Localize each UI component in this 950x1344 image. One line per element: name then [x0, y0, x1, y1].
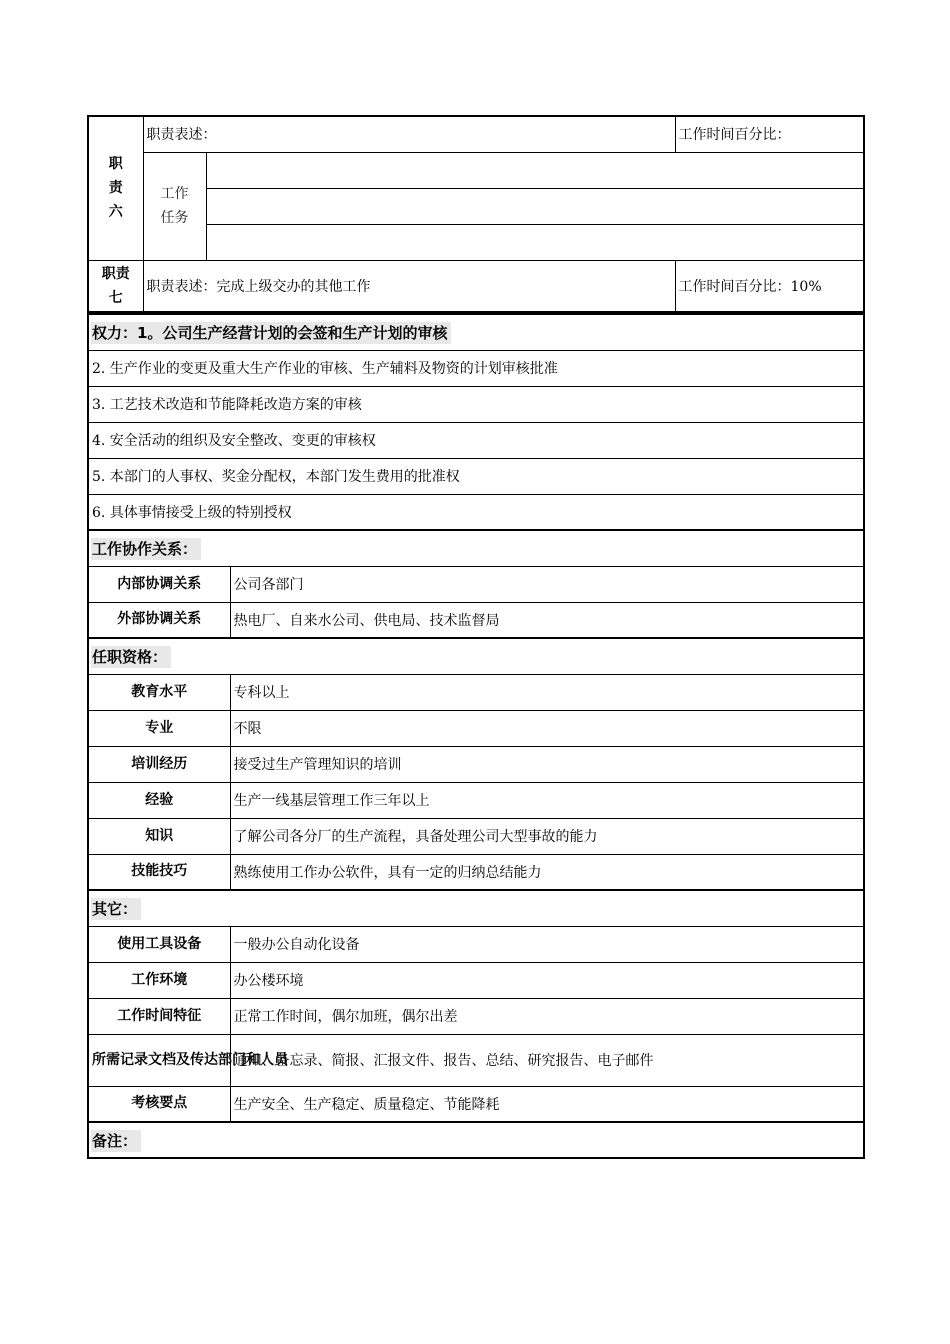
other-value: 一般办公自动化设备 — [230, 926, 864, 962]
duty6-heading: 职 责 六 — [88, 116, 143, 260]
duty6-task-row-2 — [206, 188, 864, 224]
other-label: 使用工具设备 — [88, 926, 230, 962]
qualification-value: 生产一线基层管理工作三年以上 — [230, 782, 864, 818]
duty6-description-label: 职责表述： — [143, 116, 675, 152]
cooperation-label: 内部协调关系 — [88, 566, 230, 602]
other-label: 工作时间特征 — [88, 998, 230, 1034]
qualification-value: 不限 — [230, 710, 864, 746]
duty6-task-label: 工作 任务 — [143, 152, 206, 260]
job-details-table — [87, 313, 865, 1159]
authority-item: 3. 工艺技术改造和节能降耗改造方案的审核 — [88, 386, 864, 422]
other-value: 通知、备忘录、简报、汇报文件、报告、总结、研究报告、电子邮件 — [230, 1034, 864, 1086]
duties-table — [87, 115, 865, 313]
qualification-label: 教育水平 — [88, 674, 230, 710]
authority-item: 2. 生产作业的变更及重大生产作业的审核、生产辅料及物资的计划审核批准 — [88, 350, 864, 386]
duty7-description: 职责表述：完成上级交办的其他工作 — [143, 260, 675, 312]
cooperation-value: 热电厂、自来水公司、供电局、技术监督局 — [230, 602, 864, 638]
qualification-label: 专业 — [88, 710, 230, 746]
other-label: 考核要点 — [88, 1086, 230, 1122]
cooperation-title: 工作协作关系： — [88, 530, 864, 566]
qualification-title: 任职资格： — [88, 638, 864, 674]
duty6-task-row-3 — [206, 224, 864, 260]
qualification-label: 经验 — [88, 782, 230, 818]
authority-item: 5. 本部门的人事权、奖金分配权，本部门发生费用的批准权 — [88, 458, 864, 494]
other-value: 办公楼环境 — [230, 962, 864, 998]
qualification-value: 了解公司各分厂的生产流程，具备处理公司大型事故的能力 — [230, 818, 864, 854]
other-label: 所需记录文档及传达部门和人员 — [88, 1034, 230, 1086]
qualification-label: 培训经历 — [88, 746, 230, 782]
qualification-value: 接受过生产管理知识的培训 — [230, 746, 864, 782]
cooperation-label: 外部协调关系 — [88, 602, 230, 638]
duty6-task-row-1 — [206, 152, 864, 188]
other-value: 生产安全、生产稳定、质量稳定、节能降耗 — [230, 1086, 864, 1122]
duty7-percent: 工作时间百分比：10% — [675, 260, 864, 312]
qualification-label: 知识 — [88, 818, 230, 854]
authority-title: 权力：1。公司生产经营计划的会签和生产计划的审核 — [88, 314, 864, 350]
other-value: 正常工作时间，偶尔加班，偶尔出差 — [230, 998, 864, 1034]
authority-item: 4. 安全活动的组织及安全整改、变更的审核权 — [88, 422, 864, 458]
qualification-label: 技能技巧 — [88, 854, 230, 890]
other-title: 其它： — [88, 890, 864, 926]
qualification-value: 熟练使用工作办公软件，具有一定的归纳总结能力 — [230, 854, 864, 890]
qualification-value: 专科以上 — [230, 674, 864, 710]
duty7-heading: 职责 七 — [88, 260, 143, 312]
remarks-title: 备注： — [88, 1122, 864, 1158]
duty6-percent-label: 工作时间百分比： — [675, 116, 864, 152]
cooperation-value: 公司各部门 — [230, 566, 864, 602]
other-label: 工作环境 — [88, 962, 230, 998]
authority-item: 6. 具体事情接受上级的特别授权 — [88, 494, 864, 530]
